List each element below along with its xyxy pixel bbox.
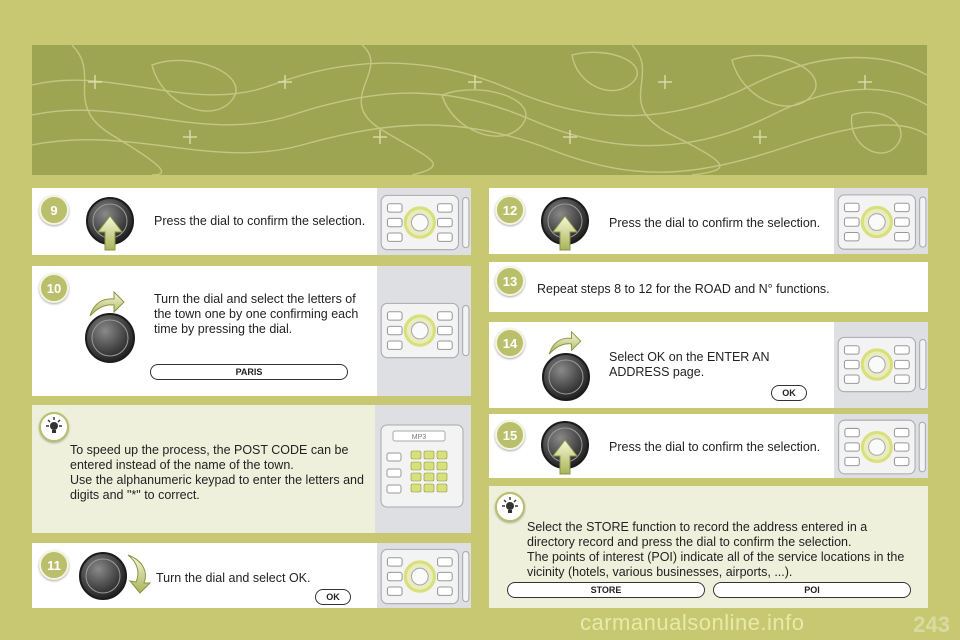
step-11-card xyxy=(32,543,471,608)
tip-right-card xyxy=(489,486,928,608)
lightbulb-icon xyxy=(495,492,525,522)
console-panel-image xyxy=(377,543,471,608)
poi-pill: POI xyxy=(713,582,911,598)
contour-map-banner xyxy=(32,45,927,175)
console-panel-image xyxy=(834,414,928,478)
step-13-text: Repeat steps 8 to 12 for the ROAD and N° functions. xyxy=(537,282,830,296)
press-dial-icon xyxy=(539,418,595,476)
rotary-dial-icon xyxy=(82,310,138,366)
ok-pill: OK xyxy=(771,385,807,401)
tip-left-text: To speed up the process, the POST CODE can be entered instead of the name of the town. Use the alphanumeric keypad to enter the letters and digits and "*" to correct. xyxy=(70,443,364,502)
step-12-card xyxy=(489,188,928,254)
paris-pill: PARIS xyxy=(150,364,348,380)
press-dial-icon xyxy=(84,194,140,252)
console-panel-image xyxy=(834,322,928,408)
step-10-card xyxy=(32,266,471,396)
watermark: carmanualsonline.info xyxy=(580,610,805,635)
step-badge-14: 14 xyxy=(495,328,525,358)
step-9-card xyxy=(32,188,471,255)
rotary-dial-icon xyxy=(76,549,130,603)
step-10-text: Turn the dial and select the letters of the town one by one confirming each time by pressing the dial. xyxy=(154,292,359,336)
step-badge-10: 10 xyxy=(39,273,69,303)
step-badge-15: 15 xyxy=(495,420,525,450)
ok-pill: OK xyxy=(315,589,351,605)
store-pill: STORE xyxy=(507,582,705,598)
page-number: 243 xyxy=(913,612,950,637)
tip-left-card xyxy=(32,405,471,533)
step-14-text: Select OK on the ENTER AN ADDRESS page. xyxy=(609,350,770,379)
step-badge-9: 9 xyxy=(39,195,69,225)
step-15-text: Press the dial to confirm the selection. xyxy=(609,440,821,454)
turn-arrow-icon xyxy=(124,553,154,595)
step-11-text: Turn the dial and select OK. xyxy=(156,571,311,585)
step-14-card xyxy=(489,322,928,408)
console-panel-image xyxy=(377,188,471,255)
step-badge-12: 12 xyxy=(495,195,525,225)
console-panel-image xyxy=(377,266,471,396)
step-13-card xyxy=(489,262,928,312)
keypad-panel-image xyxy=(375,405,471,533)
mp3-screen-label: MP3 xyxy=(411,434,427,441)
tip-right-text: Select the STORE function to record the address entered in a directory record and press the dial to confirm the selection. The points of interest (POI) indicate all of the service locations in the vicinity (hotels, various businesses, airports, ...). xyxy=(527,520,905,579)
lightbulb-icon xyxy=(39,412,69,442)
step-badge-11: 11 xyxy=(39,550,69,580)
rotary-dial-icon xyxy=(539,350,593,404)
step-15-card xyxy=(489,414,928,478)
step-9-text: Press the dial to confirm the selection. xyxy=(154,214,366,228)
console-panel-image xyxy=(834,188,928,254)
press-dial-icon xyxy=(539,194,595,252)
step-badge-13: 13 xyxy=(495,266,525,296)
step-12-text: Press the dial to confirm the selection. xyxy=(609,216,821,230)
contour-lines-graphic xyxy=(32,45,927,175)
